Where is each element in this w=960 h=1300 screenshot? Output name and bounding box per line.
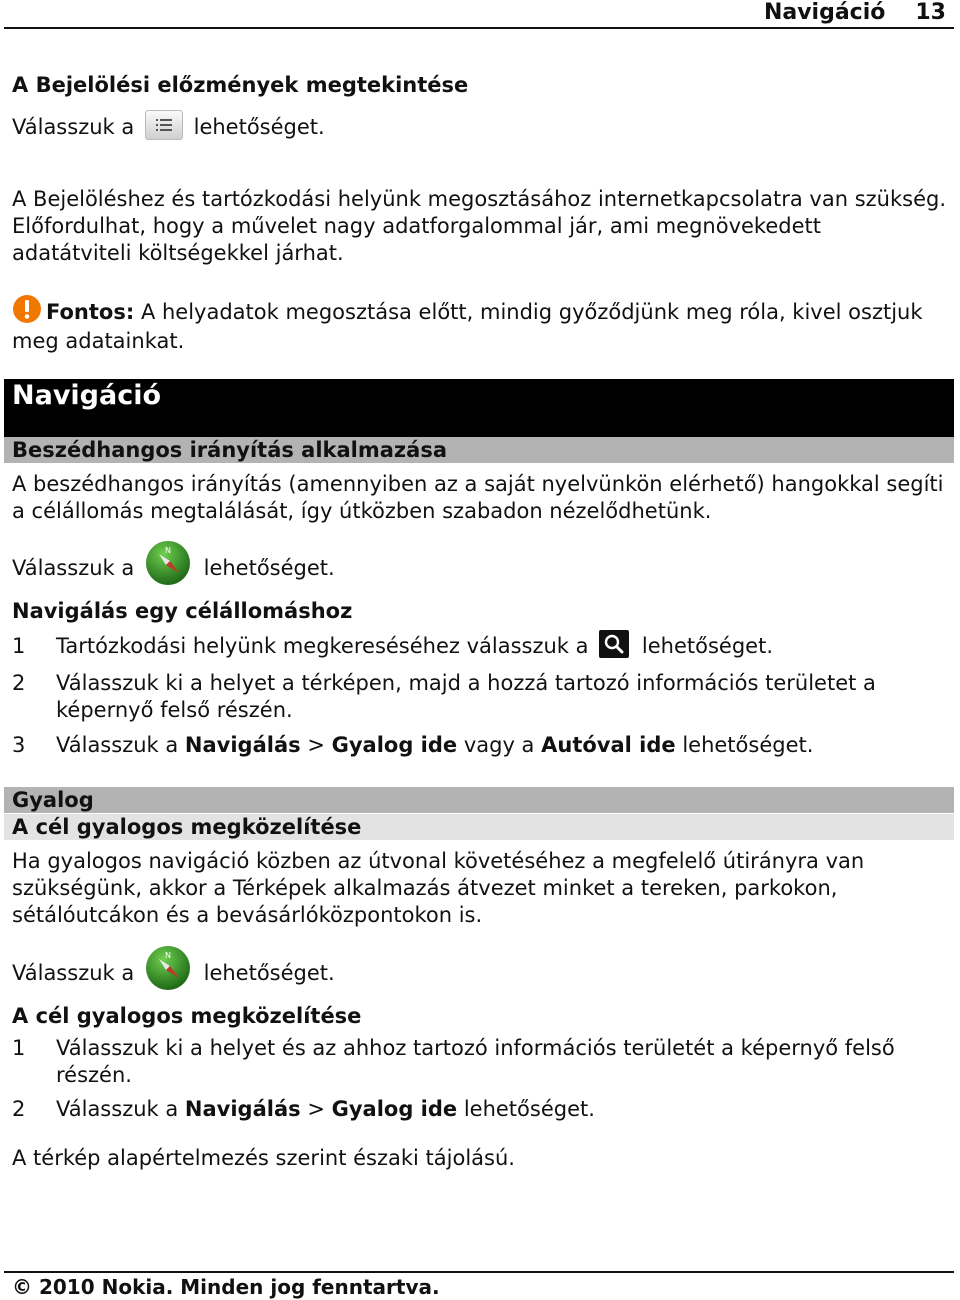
destination-step-2 [12, 670, 946, 724]
voice-heading-band [4, 437, 954, 463]
list-menu-icon [145, 110, 183, 140]
menu-path-gyalog-ide: Gyalog ide [331, 733, 458, 757]
menu-path-navigalas: Navigálás [184, 733, 301, 757]
destination-step-3 [12, 732, 946, 759]
header-section: Navigáció [763, 0, 886, 25]
walk-select-prefix: Válasszuk a [12, 961, 135, 985]
menu-path-autoval-ide: Autóval ide [541, 733, 676, 757]
step-text-mid: vagy a [463, 733, 535, 757]
path-separator: > [300, 733, 332, 757]
svg-text:N: N [164, 546, 171, 555]
walk-steps-heading: A cél gyalogos megközelítése [12, 1004, 362, 1028]
history-select-line [12, 113, 946, 143]
footer-copyright: © 2010 Nokia. Minden jog fenntartva. [12, 1275, 440, 1299]
warning-text: A helyadatok megosztása előtt, mindig győződjünk meg róla, kivel osztjuk meg adatainkat. [12, 300, 923, 353]
step-text-end: lehetőséget. [463, 1097, 595, 1121]
warning-paragraph [12, 298, 946, 355]
svg-text:N: N [164, 951, 171, 960]
walk-closing: A térkép alapértelmezés szerint északi tájolású. [12, 1146, 515, 1170]
running-header [764, 0, 946, 26]
walk-step-2 [12, 1096, 946, 1123]
voice-heading: Beszédhangos irányítás alkalmazása [12, 438, 447, 462]
header-rule [4, 27, 954, 29]
step-text-end: lehetőséget. [682, 733, 814, 757]
destination-heading: Navigálás egy célállomáshoz [12, 599, 353, 623]
step-number: 3 [12, 733, 26, 757]
step-number: 2 [12, 1097, 26, 1121]
section-band-navigation [4, 379, 954, 437]
compass-icon [145, 945, 191, 991]
history-select-suffix: lehetőséget. [193, 115, 325, 139]
navigation-select-prefix: Válasszuk a [12, 556, 135, 580]
step-suffix: lehetőséget. [641, 634, 773, 658]
navigation-heading: Navigáció [12, 380, 162, 411]
menu-path-navigalas: Navigálás [184, 1097, 301, 1121]
walk-heading: Gyalog [12, 788, 94, 812]
search-icon [599, 630, 629, 658]
warning-label: Fontos: [46, 300, 135, 324]
walk-select-suffix: lehetőséget. [203, 961, 335, 985]
navigation-select-line [12, 546, 946, 592]
compass-icon [145, 540, 191, 586]
walk-step-1 [12, 1035, 946, 1089]
history-select-prefix: Válasszuk a [12, 115, 135, 139]
step-number: 2 [12, 671, 26, 695]
walk-heading-band [4, 787, 954, 813]
walk-select-line [12, 951, 946, 997]
step-text: Válasszuk ki a helyet a térképen, majd a hozzá tartozó információs területet a képernyő felső részén. [56, 671, 876, 722]
footer-rule [4, 1271, 954, 1273]
history-note: A Bejelöléshez és tartózkodási helyünk megosztásához internetkapcsolatra van szükség. Előfordulhat, hogy a művelet nagy adatforgalommal jár, ami megnövekedett adatátviteli költségekkel járhat. [12, 187, 946, 265]
walk-text: Ha gyalogos navigáció közben az útvonal követéséhez a megfelelő útirányra van szükségünk, akkor a Térképek alkalmazás átvezet minket a tereken, parkokon, sétálóutcákon és a bevásárlóközpontokon is. [12, 849, 865, 927]
step-number: 1 [12, 634, 26, 658]
navigation-select-suffix: lehetőséget. [203, 556, 335, 580]
destination-step-1 [12, 633, 946, 661]
menu-path-gyalog-ide: Gyalog ide [331, 1097, 458, 1121]
step-number: 1 [12, 1036, 26, 1060]
path-separator: > [300, 1097, 332, 1121]
walk-subheading-band [4, 814, 954, 840]
step-text: Tartózkodási helyünk megkereséséhez válasszuk a [56, 634, 589, 658]
step-text: Válasszuk a [56, 733, 179, 757]
step-text: Válasszuk a [56, 1097, 179, 1121]
step-text: Válasszuk ki a helyet és az ahhoz tartozó információs területét a képernyő felső részén. [56, 1036, 895, 1087]
exclamation-icon [12, 294, 42, 324]
walk-subheading: A cél gyalogos megközelítése [12, 815, 362, 839]
page-number: 13 [915, 0, 946, 25]
history-heading: A Bejelölési előzmények megtekintése [12, 73, 469, 97]
voice-text: A beszédhangos irányítás (amennyiben az a saját nyelvünkön elérhető) hangokkal segíti a célállomás megtalálását, így útközben szabadon nézelődhetünk. [12, 472, 944, 523]
